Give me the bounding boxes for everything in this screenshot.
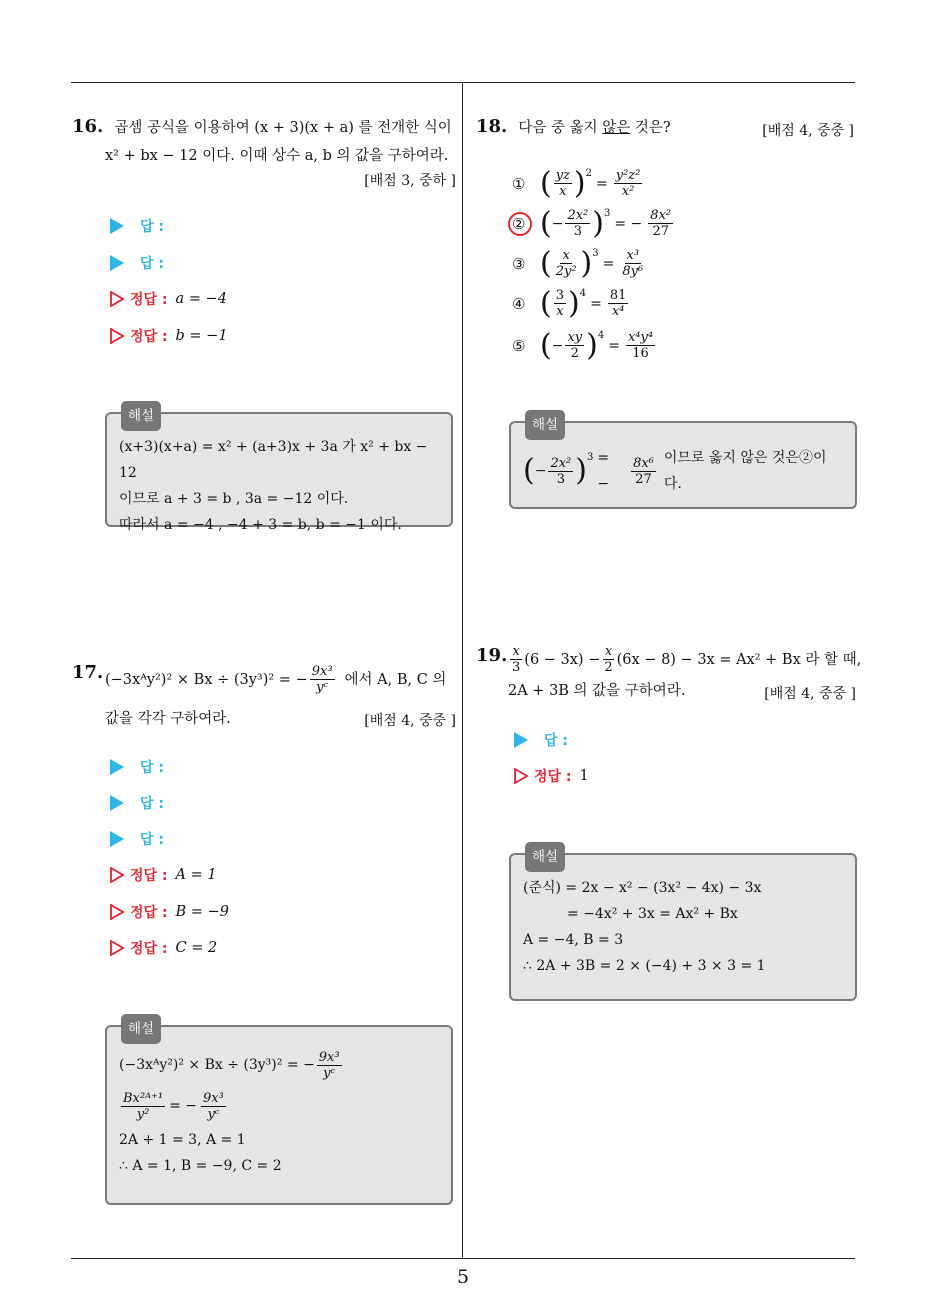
explanation-line: ( − $\frac{\text{2x²}}{3}$ ) $^3$ = − $\frac{\text{8x⁶}}{27}$ 이므로 옳지 않은 것은②이다. [523,450,827,492]
column-divider [462,83,463,1258]
explanation-line: 2A + 1 = 3, A = 1 [119,1132,246,1148]
answer-blank-row[interactable]: 답 : [110,253,164,273]
choice-1[interactable]: ① ( $\frac{yz}{x}$ ) $^2$ = $\frac{\text{y²z²}}{\text{x²}}$ [512,165,641,201]
explanation-line: (−3xᴬy²)² × Bx ÷ (3y³)² = − $\frac{\text{9x³}}{\text{yᶜ}}$ [119,1049,340,1081]
question-16 [72,114,456,142]
outline-triangle-icon [110,904,124,920]
choice-3[interactable]: ③ ( $\frac{x}{\text{2y²}}$ ) $^3$ = $\frac{\text{x³}}{\text{8y⁶}}$ [512,245,644,281]
explanation-tag: 해설 [121,1014,161,1044]
question-19-number: 19. [476,645,508,666]
correct-answer-value: A = 1 [175,867,217,883]
outline-triangle-icon [110,291,124,307]
question-17-line1: (−3xᴬy²)² × Bx ÷ (3y³)² = − $\frac{\text{9x³}}{\text{yᶜ}}$ 에서 A, B, C 의 [105,664,447,695]
explanation-tag: 해설 [525,842,565,872]
choice-2[interactable]: ② ( − $\frac{\text{2x²}}{3}$ ) $^3$ = − $\frac{\text{8x²}}{27}$ [512,208,675,239]
filled-triangle-icon [110,795,124,811]
correct-answer-row: 정답 : 1 [514,766,589,786]
outline-triangle-icon [110,328,124,344]
explanation-tag: 해설 [121,401,161,431]
correct-answer-row: 정답 : b = −1 [110,326,228,346]
question-18-score: [배점 4, 중중 ] [762,123,854,139]
correct-answer-value: b = −1 [175,328,228,344]
fraction: $\frac{\text{9x³}}{\text{yᶜ}}$ [311,664,333,695]
question-19-line1: $\frac{x}{3}$ (6 − 3x) − $\frac{x}{2}$ (6x − 8) − 3x = Ax² + Bx 라 할 때, [512,644,862,675]
explanation-line: $\frac{\text{Bx²ᴬ⁺¹}}{\text{y²}}$ = − $\frac{\text{9x³}}{\text{yᶜ}}$ [123,1090,224,1122]
outline-triangle-icon [110,940,124,956]
question-18: 18. 다음 중 옳지 않은 것은? [476,116,671,137]
explanation-line: (x+3)(x+a) = x² + (a+3)x + 3a 가 x² + bx − 12 [119,439,428,481]
filled-triangle-icon [110,831,124,847]
page-number: 5 [456,1266,470,1288]
filled-triangle-icon [110,218,124,234]
correct-answer-row: 정답 : A = 1 [110,865,217,885]
explanation-line: ∴ A = 1, B = −9, C = 2 [119,1158,282,1174]
question-number: 18. [476,116,508,137]
top-rule [71,82,855,83]
answer-blank-row[interactable]: 답 : [110,829,164,849]
choice-4[interactable]: ④ ( $\frac{3}{x}$ ) $^4$ = $\frac{81}{\text{x⁴}}$ [512,285,627,321]
red-circle-mark-icon [507,210,535,238]
correct-answer-value: C = 2 [175,940,218,956]
explanation-line: 따라서 a = −4 , −4 + 3 = b, b = −1 이다. [119,517,402,533]
correct-answer-value: B = −9 [175,904,229,920]
explanation-box [105,408,453,533]
answer-blank-row[interactable]: 답 : [514,730,568,750]
explanation-line: A = −4, B = 3 [523,932,624,948]
bottom-rule [71,1258,855,1259]
correct-answer-value: a = −4 [175,291,227,307]
question-number: 16. [72,116,104,137]
question-19-score: [배점 4, 중중 ] [764,686,856,702]
explanation-line: = −4x² + 3x = Ax² + Bx [567,906,738,922]
question-17-number: 17. [72,662,104,683]
filled-triangle-icon [514,732,528,748]
filled-triangle-icon [110,255,124,271]
question-16-score: [배점 3, 중하 ] [364,173,456,189]
explanation-box [105,1021,453,1205]
question-text-line1: 곱셈 공식을 이용하여 (x + 3)(x + a) 를 전개한 식이 [114,120,452,136]
question-17-line2: 값을 각각 구하여라. [105,711,231,727]
correct-answer-value: 1 [579,768,589,784]
correct-answer-row: 정답 : C = 2 [110,938,217,958]
answer-blank-row[interactable]: 답 : [110,793,164,813]
outline-triangle-icon [110,867,124,883]
answer-blank-row[interactable]: 답 : [110,216,164,236]
explanation-line: ∴ 2A + 3B = 2 × (−4) + 3 × 3 = 1 [523,958,766,974]
answer-blank-row[interactable]: 답 : [110,757,164,777]
correct-answer-row: 정답 : B = −9 [110,902,229,922]
explanation-line: (준식) = 2x − x² − (3x² − 4x) − 3x [523,880,762,896]
explanation-line: 이므로 a + 3 = b , 3a = −12 이다. [119,491,349,507]
filled-triangle-icon [110,759,124,775]
outline-triangle-icon [514,768,528,784]
question-16-line2: x² + bx − 12 이다. 이때 상수 a, b 의 값을 구하여라. [105,148,449,164]
choice-5[interactable]: ⑤ ( − $\frac{xy}{2}$ ) $^4$ = $\frac{\text{x⁴y⁴}}{16}$ [512,327,654,363]
explanation-box [509,417,857,509]
correct-answer-row: 정답 : a = −4 [110,289,227,309]
explanation-box [509,849,857,1001]
explanation-tag: 해설 [525,410,565,440]
question-19-line2: 2A + 3B 의 값을 구하여라. [508,683,686,699]
question-17-score: [배점 4, 중중 ] [364,713,456,729]
